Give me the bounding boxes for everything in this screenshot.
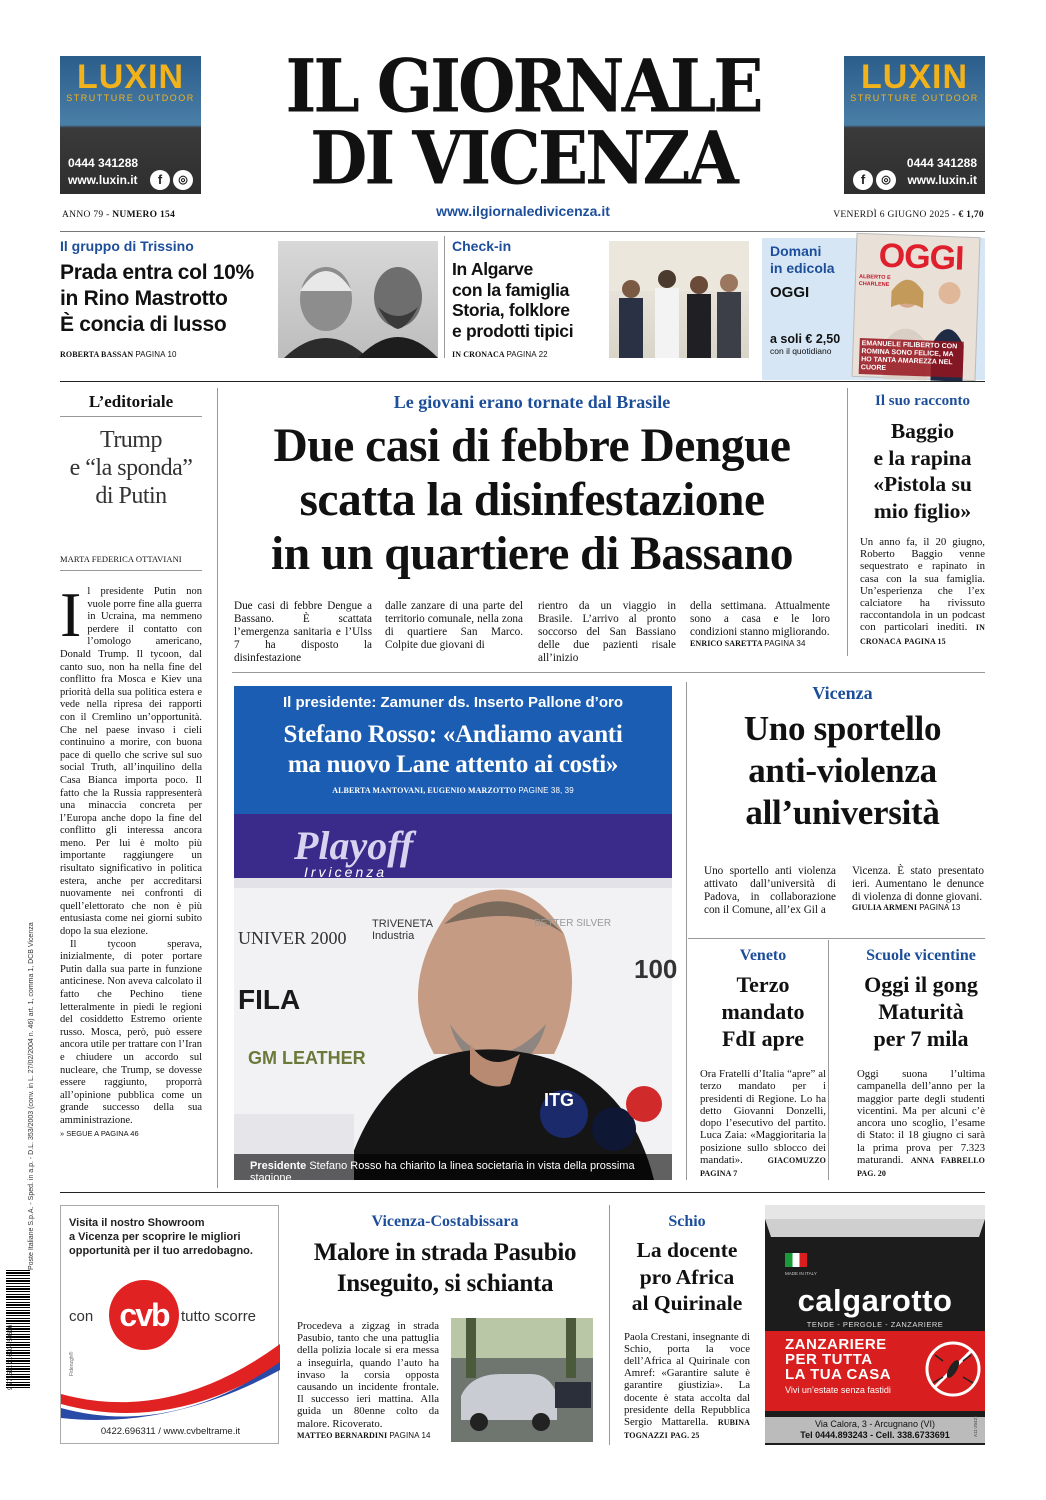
- calgarotto-brand: calgarotto: [797, 1283, 953, 1318]
- backdrop-text-7: GM LEATHER: [248, 1048, 366, 1068]
- main-story[interactable]: [232, 392, 832, 664]
- schio-headline-line: pro Africa: [639, 1264, 735, 1289]
- vicenza-headline-line: Uno sportello: [743, 709, 942, 748]
- teaser-title-line: con la famiglia: [452, 279, 570, 300]
- calgarotto-promo: [765, 1331, 985, 1411]
- vicenza-column-1: Uno sportello anti violenza attivato dall’università di Padova, in collaborazione con il Comune, all’ex Gil a: [704, 865, 836, 916]
- issue-year: ANNO 79: [62, 210, 104, 220]
- veneto-text: [700, 1068, 826, 1181]
- teaser-algarve[interactable]: [452, 238, 750, 363]
- algarve-photo: [609, 241, 749, 358]
- baggio-story[interactable]: [860, 393, 985, 655]
- facebook-icon: f: [150, 170, 170, 190]
- cvb-text-line: a Vicenza per scoprire le migliori: [69, 1231, 241, 1243]
- main-column-1: Due casi di febbre Dengue a Bassano. È scattata l’emergenza sanitaria e l’Ulss 7 ha disposto la disinfestazione: [234, 600, 372, 664]
- byline-page: PAG. 20: [857, 1169, 886, 1179]
- website-link[interactable]: www.ilgiornaledivicenza.it: [436, 203, 610, 219]
- oggi-cover-names: ALBERTO E CHARLENE: [858, 273, 891, 289]
- editorial-continued: » SEGUE A PAGINA 46: [60, 1128, 139, 1138]
- veneto-headline-line: FdI apre: [721, 1026, 805, 1051]
- costabissara-paragraph: Procedeva a zigzag in strada Pasubio, tanto che una pattuglia della polizia locale si era messa a inseguirla, quando l’auto ha invaso la corsia opposta causando un incidente frontale. Il successo ieri mattina. Alla guida un 80enne colto da malore. Ricoverato.: [297, 1320, 439, 1430]
- cvb-text: [69, 1216, 253, 1258]
- backdrop-text-5: TRIVENETA Industria: [372, 918, 433, 942]
- cvb-text-line: opportunità per il tuo arredobagno.: [69, 1245, 253, 1257]
- main-column-4: [690, 600, 830, 648]
- luxin-ad-right[interactable]: [844, 56, 985, 194]
- editorial-rule: [60, 416, 202, 417]
- editorial-paragraph: l presidente Putin non vuole porre fine alla guerra in Ucraina, ma nemmeno perdere il contatto con l’omologo americano, Donald Trump. Il tycoon, dal canto suo, non ha nella fine del conflitto fra Mosca e Kiev una priorità della sua politica estera e vede nella ripresa dei rapporti con il Cremlino un’opportunità. Che nel paese invaso i cieli continuino a morire, con buona pace di quello che scrive sul suo social Truth, all’inquilino della Casa Bianca importa poco. Il fatto che la Russia rappresenterà una minaccia concreta per l’Europa anche dopo la fine del conflitto gli interessa ancora meno. Per lui è molto più importante raggiungere un risultato significativo in politica estera, anche per accreditarsi nuovamente nei confronti di quell’elettorato che non è più entusiasta come nei giorni subito dopo la sua elezione.: [60, 586, 202, 938]
- cvb-slogan: tutto scorre: [181, 1308, 257, 1325]
- costabissara-headline-line: Malore in strada Pasubio: [313, 1239, 577, 1266]
- byline-page: PAGINA 7: [700, 1169, 738, 1179]
- family-illustration: [609, 241, 749, 358]
- postal-notice: Poste Italiane S.p.A. - Sped. in a.p. - D.L. 353/2003 (conv. in L. 27/02/2004 n. 46) art. 1, comma 1, DCB Vicenza: [28, 922, 35, 1270]
- byline-author: RUBINA TOGNAZZI: [624, 1417, 750, 1441]
- schio-kicker: Schio: [668, 1213, 706, 1230]
- section-rule: [60, 381, 985, 382]
- date: VENERDÌ 6 GIUGNO 2025: [833, 210, 950, 220]
- cvb-logo-text: cvb: [119, 1297, 169, 1333]
- oggi-box[interactable]: [762, 238, 985, 380]
- baggio-headline-line: mio figlio»: [873, 498, 972, 523]
- cvb-small: Fidenzgh®: [69, 1351, 75, 1376]
- backdrop-text-4: FILA: [238, 984, 301, 1015]
- main-kicker: Le giovani erano tornate dal Brasile: [393, 392, 671, 412]
- backdrop-text-6: BETTER SILVER: [534, 918, 612, 929]
- photo-caption: [234, 1154, 672, 1184]
- schio-headline-line: La docente: [636, 1238, 738, 1262]
- scuole-kicker: Scuole vicentine: [866, 947, 976, 964]
- byline-page: PAGINA 14: [389, 1430, 431, 1440]
- veneto-headline-line: mandato: [721, 999, 805, 1024]
- facebook-icon: f: [853, 170, 873, 190]
- cvb-ad[interactable]: [60, 1205, 279, 1444]
- awning-illustration: [765, 1205, 985, 1245]
- teaser-title-line: in Rino Mastrotto: [60, 287, 228, 310]
- barcode-number: 9 771591 216904 50606: [8, 1324, 14, 1390]
- calgarotto-ad[interactable]: [765, 1205, 985, 1445]
- byline-author: GIULIA ARMENI: [852, 902, 918, 912]
- veneto-kicker: Veneto: [739, 947, 787, 964]
- italy-flag-icon: [785, 1253, 807, 1267]
- calgarotto-code: A11-20421: [973, 1415, 978, 1437]
- veneto-headline: [700, 971, 826, 1052]
- scuole-headline-line: Maturità: [878, 999, 964, 1024]
- oggi-cover-headline: EMANUELE FILIBERTO CON ROMINA SONO FELICE, MA HO TANTA AMAREZZA NEL CUORE: [859, 338, 964, 378]
- cvb-text-line: Visita il nostro Showroom: [69, 1217, 205, 1229]
- byline-author: ENRICO SARETTA: [690, 638, 763, 648]
- luxin-ad-left[interactable]: [60, 56, 201, 194]
- sport-byline: [234, 786, 672, 795]
- baggio-headline-line: Baggio: [890, 419, 955, 443]
- costabissara-headline: [295, 1237, 595, 1299]
- portraits-illustration: [278, 241, 438, 358]
- editorial-text: [60, 579, 202, 1140]
- editorial-rule: [60, 570, 202, 571]
- scuole-headline: [857, 971, 985, 1052]
- costabissara-text: [297, 1320, 439, 1442]
- oggi-line-1: Domani: [770, 243, 822, 259]
- masthead-rule: [60, 231, 985, 232]
- vicenza-column-2: [852, 865, 984, 912]
- calgarotto-tagline: TENDE - PERGOLE - ZANZARIERE: [806, 1320, 944, 1329]
- caption-label: Presidente: [250, 1160, 307, 1172]
- backdrop-text-8: 100: [634, 954, 678, 984]
- vicenza-column-text: Vicenza. È stato presentato ieri. Aumentano le denunce di violenza di donne giovani.: [852, 865, 984, 903]
- byline-author: ANNA FABRELLO: [910, 1156, 985, 1166]
- sport-kicker: Il presidente: Zamuner ds. Inserto Pallone d’oro: [282, 694, 624, 711]
- byline-author: IN CRONACA: [452, 350, 505, 359]
- teaser-prada[interactable]: [60, 238, 440, 363]
- row-rule: [688, 938, 985, 939]
- scuole-headline-line: per 7 mila: [873, 1026, 969, 1051]
- luxin-brand: LUXIN: [77, 58, 184, 96]
- teaser-byline: [452, 350, 548, 359]
- byline-page: PAGINA 15: [904, 636, 946, 646]
- vicenza-headline: [700, 708, 985, 834]
- section-rule: [60, 1192, 985, 1193]
- editorial-paragraph: Il tycoon sperava, inizialmente, di poter portare Putin dalla sua parte in funzione anticinese. Non aveva calcolato il fatto che Pechino tiene letteralmente in piedi le regioni del cosiddetto Estremo oriente russo. Mosca, però, può essere ancora utile per trattare con l’Iran e chiudere un accordo sul nucleare, che Trump, se dovesse essere raggiunto, proporrà all’opinione pubblica come un grande successo della sua amministrazione.: [60, 938, 202, 1126]
- byline-page: PAGINA 22: [506, 350, 548, 359]
- teaser-title-line: È concia di lusso: [60, 313, 227, 336]
- backdrop-text-2: Irvicenza: [304, 864, 388, 880]
- editorial-author: MARTA FEDERICA OTTAVIANI: [60, 554, 182, 564]
- vicenza-headline-line: anti-violenza: [748, 751, 937, 790]
- sport-headline-line: ma nuovo Lane attento ai costi»: [287, 751, 619, 778]
- cvb-contacts: 0422.696311 / www.cvbeltrame.it: [100, 1426, 241, 1437]
- story-divider: [686, 682, 687, 1180]
- teaser-divider: [444, 236, 445, 358]
- oggi-cover: [852, 233, 981, 381]
- oggi-cover-title: OGGI: [878, 236, 965, 278]
- teaser-title-line: Prada entra col 10%: [60, 261, 254, 284]
- luxin-tagline: STRUTTURE OUTDOOR: [66, 93, 195, 103]
- vicenza-byline: [852, 903, 984, 912]
- editorial-title: [60, 426, 202, 510]
- editorial-title-line: di Putin: [95, 483, 167, 509]
- costabissara-headline-line: Inseguito, si schianta: [336, 1270, 554, 1297]
- teaser-byline: [60, 350, 177, 359]
- main-headline-line: in un quartiere di Bassano: [271, 528, 793, 580]
- issue-info: ANNO 79 - NUMERO 154: [62, 210, 176, 220]
- issue-date: VENERDÌ 6 GIUGNO 2025 - € 1,70: [833, 210, 984, 220]
- main-divider: [847, 388, 848, 656]
- main-headline-line: scatta la disinfestazione: [299, 474, 765, 526]
- costabissara-kicker: Vicenza-Costabissara: [371, 1213, 519, 1230]
- editorial-kicker: L’editoriale: [88, 392, 174, 411]
- row-rule: [232, 672, 985, 673]
- byline-page: PAGINA 34: [764, 638, 806, 648]
- vicenza-headline-line: all’università: [745, 793, 940, 832]
- teaser-title-line: Storia, folklore: [452, 300, 570, 320]
- vicenza-story[interactable]: [700, 683, 985, 923]
- sport-headline: [234, 720, 672, 780]
- main-headline: [232, 419, 832, 581]
- baggio-kicker: Il suo racconto: [875, 393, 970, 409]
- main-headline-line: Due casi di febbre Dengue: [273, 420, 791, 472]
- baggio-text: [860, 536, 985, 648]
- oggi-note: con il quotidiano: [770, 346, 832, 356]
- sport-headline-line: Stefano Rosso: «Andiamo avanti: [283, 721, 623, 748]
- teaser-kicker: Il gruppo di Trissino: [60, 238, 194, 254]
- schio-headline: [624, 1237, 750, 1317]
- issue-number: NUMERO 154: [112, 210, 176, 220]
- schio-headline-line: al Quirinale: [631, 1291, 743, 1315]
- editorial-divider: [217, 388, 218, 1188]
- backdrop-text-9: ITG: [544, 1090, 574, 1110]
- scuole-story[interactable]: [857, 947, 985, 1182]
- byline-page: PAGINE 38, 39: [518, 786, 574, 795]
- byline-page: PAGINA 10: [135, 350, 177, 359]
- masthead-line-2: DI VICENZA: [310, 115, 736, 201]
- backdrop-text-3: UNIVER 2000: [238, 928, 347, 948]
- backdrop-text-1: Playoff: [294, 823, 414, 868]
- rosso-photo: [234, 814, 678, 1184]
- baggio-headline-line: «Pistola su: [873, 472, 972, 496]
- oggi-price: a soli € 2,50: [770, 332, 841, 346]
- cvb-con: con: [69, 1308, 94, 1325]
- main-column-3: rientro da un viaggio in Brasile. L’arrivo al pronto soccorso del San Bassiano delle due pazienti risale all’inizio: [538, 600, 676, 664]
- byline-author: GIACOMUZZO: [767, 1156, 826, 1166]
- baggio-headline-line: e la rapina: [873, 445, 972, 470]
- masthead-title: [240, 43, 806, 201]
- main-column-text: della settimana. Attualmente sono a casa e le loro condizioni stanno migliorando.: [690, 600, 830, 638]
- calgarotto-address: Via Calora, 3 - Arcugnano (VI): [765, 1417, 985, 1431]
- promo-line: LA TUA CASA: [785, 1366, 892, 1383]
- instagram-icon: ◎: [876, 170, 896, 190]
- story-divider: [609, 1205, 610, 1445]
- calgarotto-made-in: MADE IN ITALY: [785, 1271, 817, 1276]
- byline-author: IN CRONACA: [860, 623, 986, 646]
- baggio-headline: [860, 418, 985, 524]
- calgarotto-promo-sub: Vivi un’estate senza fastidi: [785, 1385, 891, 1395]
- teaser-kicker: Check-in: [452, 238, 512, 254]
- main-column-2: dalle zanzare di una parte del territorio comunale, nella zona di quartiere San Marco. Colpite due giovani di: [385, 600, 523, 651]
- promo-line: PER TUTTA: [785, 1351, 873, 1368]
- editorial[interactable]: [60, 390, 202, 1190]
- crash-photo: [451, 1318, 593, 1442]
- schio-text: [624, 1331, 750, 1443]
- caption-text: Stefano Rosso ha chiarito la linea societaria in vista della prossima stagione: [250, 1160, 635, 1184]
- byline-author: ROBERTA BASSAN: [60, 350, 134, 359]
- oggi-line-2: in edicola: [770, 260, 835, 276]
- luxin-website: www.luxin.it: [907, 173, 977, 187]
- veneto-headline-line: Terzo: [736, 972, 790, 997]
- luxin-phone: 0444 341288: [906, 156, 977, 170]
- baggio-paragraph: Un anno fa, il 20 giugno, Roberto Baggio venne sequestrato e rapinato in casa con la sua famiglia. Un’esperienza che l’ex calciatore ha rivissuto raccontandola in un podcast con particolari inediti.: [860, 536, 985, 634]
- schio-paragraph: Paola Crestani, insegnante di Schio, porta la voce dell’Africa al Quirinale con Amref: «Garantire salute è garantire giustizia». La docente è stata accolta dal presidente della Repubblica Sergio Mattarella.: [624, 1330, 750, 1428]
- promo-line: ZANZARIERE: [785, 1336, 887, 1353]
- mosquito-icon: [925, 1341, 981, 1397]
- crash-scene-illustration: [451, 1318, 593, 1442]
- vicenza-kicker: Vicenza: [812, 683, 873, 703]
- teaser-title-line: In Algarve: [452, 259, 533, 279]
- oggi-magazine: OGGI: [770, 284, 810, 301]
- calgarotto-phones: Tel 0444.893243 - Cell. 338.6733691: [765, 1430, 985, 1443]
- luxin-website: www.luxin.it: [68, 173, 138, 187]
- byline-page: PAGINA 13: [919, 902, 961, 912]
- drop-cap: I: [60, 579, 82, 650]
- byline-author: ALBERTA MANTOVANI, EUGENIO MARZOTTO: [332, 786, 517, 795]
- scuole-headline-line: Oggi il gong: [864, 972, 978, 997]
- scuole-text: [857, 1068, 985, 1181]
- veneto-paragraph: Ora Fratelli d’Italia “apre” al terzo mandato per i presidenti di Regione. Lo ha detto Giovanni Donzelli, dopo l’esecutivo del partito. Luca Zaia: «Maggioritaria la posizione sullo sblocco dei mandati».: [700, 1068, 826, 1167]
- prada-photo: [278, 241, 438, 358]
- sport-box[interactable]: [234, 686, 678, 1184]
- luxin-brand: LUXIN: [861, 58, 968, 96]
- luxin-phone: 0444 341288: [68, 156, 139, 170]
- masthead-line-1: IL GIORNALE: [285, 43, 761, 129]
- veneto-story[interactable]: [700, 947, 826, 1182]
- calgarotto-promo-title: [785, 1337, 891, 1382]
- teaser-title-line: e prodotti tipici: [452, 320, 574, 341]
- editorial-title-line: Trump: [100, 427, 162, 453]
- main-byline: [690, 639, 830, 648]
- editorial-title-line: e “la sponda”: [69, 455, 193, 481]
- story-divider: [828, 940, 829, 1180]
- price: € 1,70: [958, 210, 984, 220]
- byline-author: MATTEO BERNARDINI: [297, 1430, 388, 1440]
- costabissara-story[interactable]: [295, 1213, 595, 1453]
- schio-story[interactable]: [624, 1213, 750, 1453]
- instagram-icon: ◎: [173, 170, 193, 190]
- luxin-tagline: STRUTTURE OUTDOOR: [850, 93, 979, 103]
- byline-page: PAG. 25: [670, 1431, 700, 1441]
- scuole-paragraph: Oggi suona l’ultima campanella dell’anno per la maggior parte degli studenti vicentini. Ma per alcuni c’è ancora uno scoglio, l’esame di Stato: il 18 giugno ci sarà la prima prova per 7.323 maturandi.: [857, 1068, 985, 1167]
